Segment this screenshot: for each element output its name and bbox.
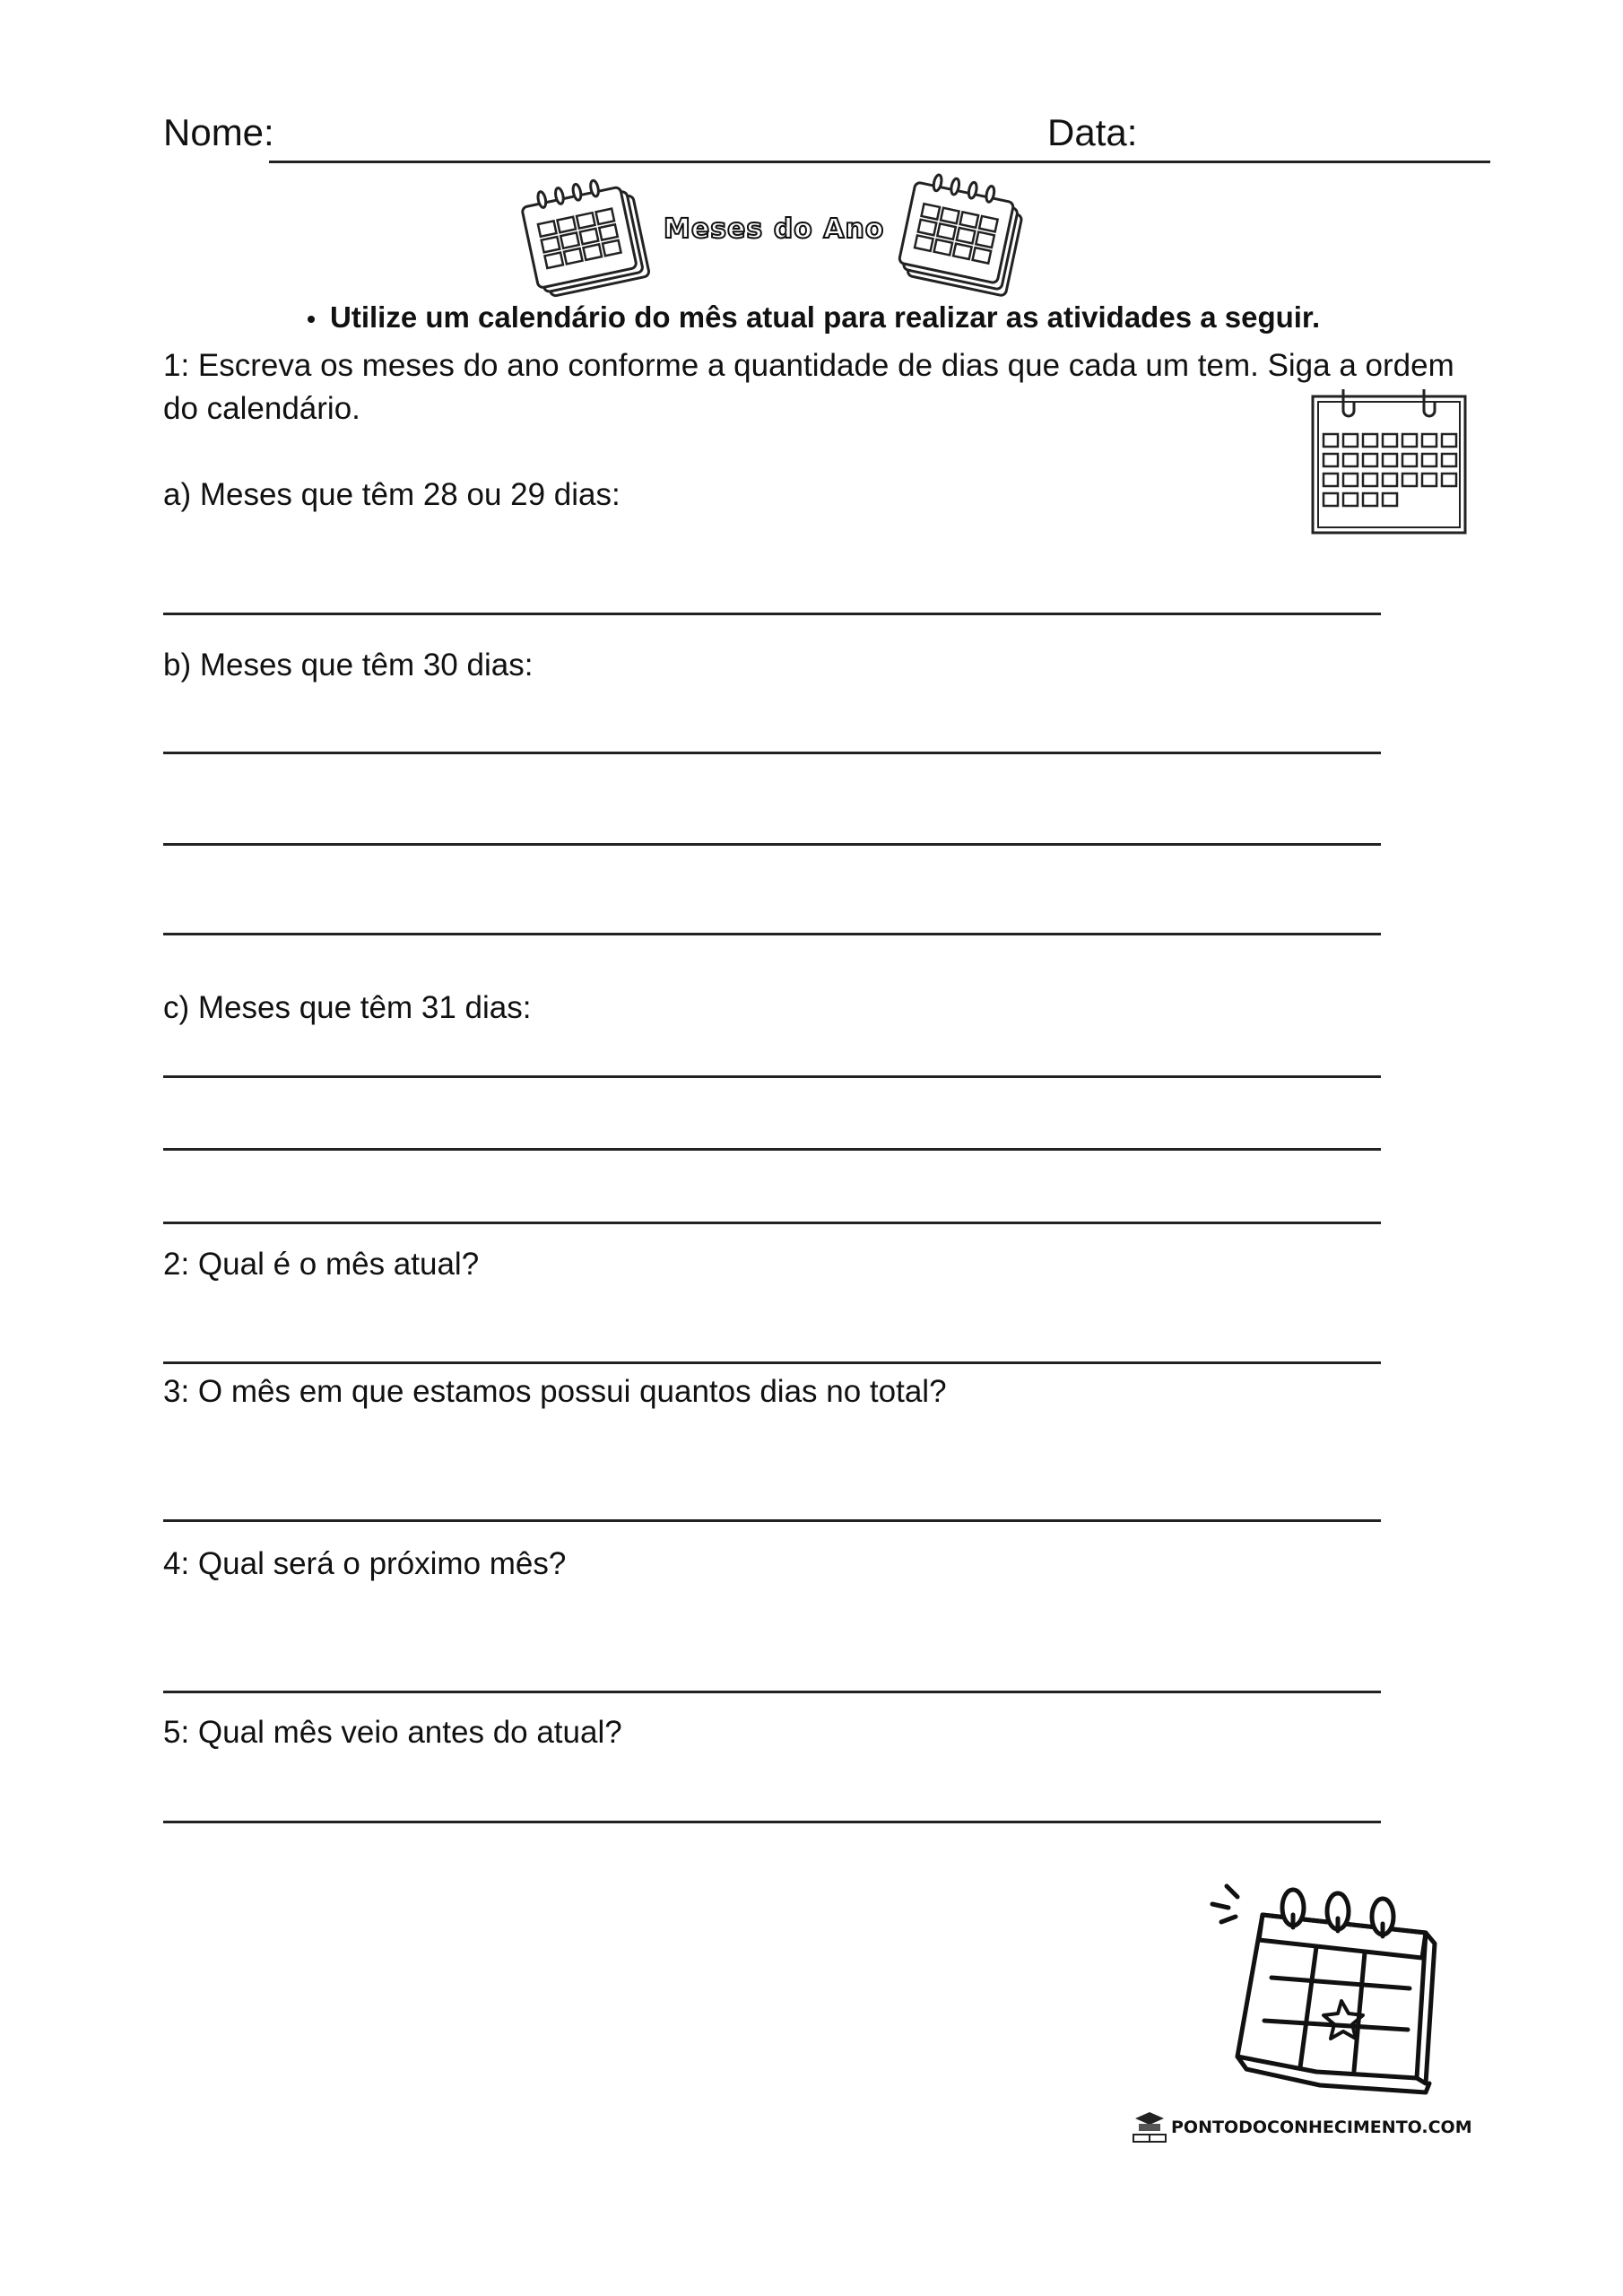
answer-line-3[interactable] — [163, 1519, 1381, 1522]
question-5: 5: Qual mês veio antes do atual? — [163, 1715, 622, 1750]
question-4: 4: Qual será o próximo mês? — [163, 1546, 567, 1581]
footer-site-text: PONTODOCONHECIMENTO.COM — [1171, 2118, 1472, 2137]
question-2: 2: Qual é o mês atual? — [163, 1247, 480, 1282]
answer-line-1c-2[interactable] — [163, 1148, 1381, 1151]
name-label: Nome: — [163, 111, 274, 153]
date-label: Data: — [1047, 111, 1138, 153]
calendar-star-icon — [1211, 1870, 1462, 2112]
question-3: 3: O mês em que estamos possui quantos dias no total? — [163, 1374, 947, 1409]
answer-line-1c-3[interactable] — [163, 1222, 1381, 1224]
worksheet-title: Meses do Ano — [664, 213, 885, 245]
question-1b: b) Meses que têm 30 dias: — [163, 648, 534, 683]
question-1c: c) Meses que têm 31 dias: — [163, 990, 532, 1025]
answer-line-2[interactable] — [163, 1361, 1381, 1364]
answer-line-1c-1[interactable] — [163, 1075, 1381, 1078]
title-calendar-right-icon — [899, 178, 1034, 303]
answer-line-1b-1[interactable] — [163, 752, 1381, 754]
question-1: 1: Escreva os meses do ano conforme a quantidade de dias que cada um tem. Siga a ordem do calendário. — [163, 348, 1454, 426]
question-1a: a) Meses que têm 28 ou 29 dias: — [163, 477, 621, 512]
answer-line-5[interactable] — [163, 1821, 1381, 1823]
graduation-logo-icon — [1132, 2109, 1167, 2144]
calendar-icon — [1307, 384, 1469, 536]
answer-line-1b-3[interactable] — [163, 933, 1381, 935]
answer-line-4[interactable] — [163, 1691, 1381, 1693]
instruction-text: Utilize um calendário do mês atual para realizar as atividades a seguir. — [330, 300, 1321, 334]
bullet-icon — [308, 316, 315, 323]
name-date-answer-line[interactable] — [269, 161, 1490, 163]
answer-line-1b-2[interactable] — [163, 843, 1381, 846]
answer-line-1a[interactable] — [163, 613, 1381, 615]
title-calendar-left-icon — [525, 178, 659, 303]
